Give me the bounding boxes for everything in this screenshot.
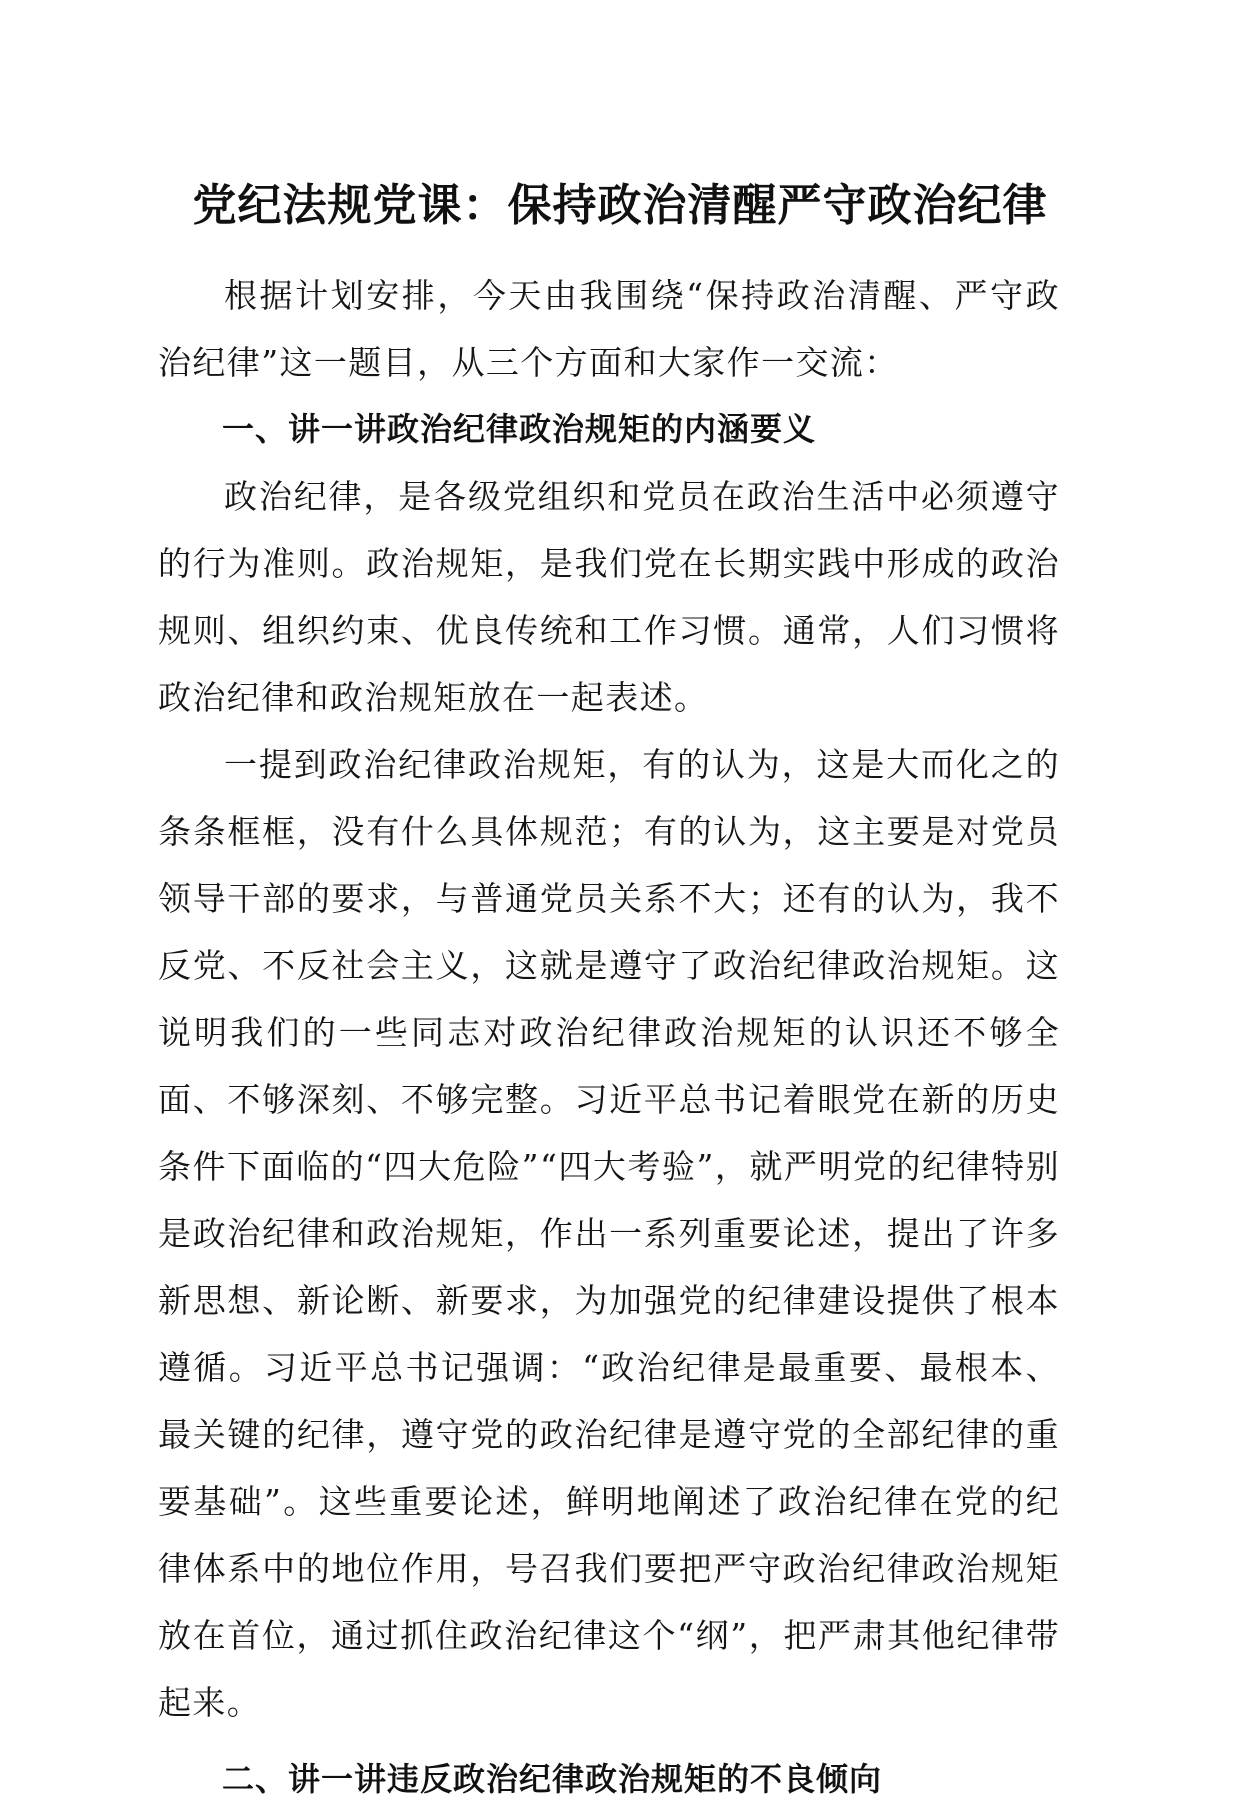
section-2-heading: 二、讲一讲违反政治纪律政治规矩的不良倾向 <box>222 1760 883 1798</box>
section-1-heading: 一、讲一讲政治纪律政治规矩的内涵要义 <box>222 410 817 448</box>
section-1-paragraph-1: 政治纪律，是各级党组织和党员在政治生活中必须遵守的行为准则。政治规矩，是我们党在长期实践中形成的政治规则、组织约束、优良传统和工作习惯。通常，人们习惯将政治纪律和政治规矩放在一起表述。 <box>158 477 1060 717</box>
document-body <box>158 262 1060 1813</box>
document-title: 党纪法规党课：保持政治清醒严守政治纪律 <box>192 180 1048 231</box>
section-1-paragraph-2: 一提到政治纪律政治规矩，有的认为，这是大而化之的条条框框，没有什么具体规范；有的认为，这主要是对党员领导干部的要求，与普通党员关系不大；还有的认为，我不反党、不反社会主义，这就是遵守了政治纪律政治规矩。这说明我们的一些同志对政治纪律政治规矩的认识还不够全面、不够深刻、不够完整。习近平总书记着眼党在新的历史条件下面临的“四大危险”“四大考验”，就严明党的纪律特别是政治纪律和政治规矩，作出一系列重要论述，提出了许多新思想、新论断、新要求，为加强党的纪律建设提供了根本遵循。习近平总书记强调：“政治纪律是最重要、最根本、最关键的纪律，遵守党的政治纪律是遵守党的全部纪律的重要基础”。这些重要论述，鲜明地阐述了政治纪律在党的纪律体系中的地位作用，号召我们要把严守政治纪律政治规矩放在首位，通过抓住政治纪律这个“纲”，把严肃其他纪律带起来。 <box>158 745 1060 1722</box>
intro-paragraph: 根据计划安排，今天由我围绕“保持政治清醒、严守政治纪律”这一题目，从三个方面和大家作一交流： <box>158 276 1060 382</box>
